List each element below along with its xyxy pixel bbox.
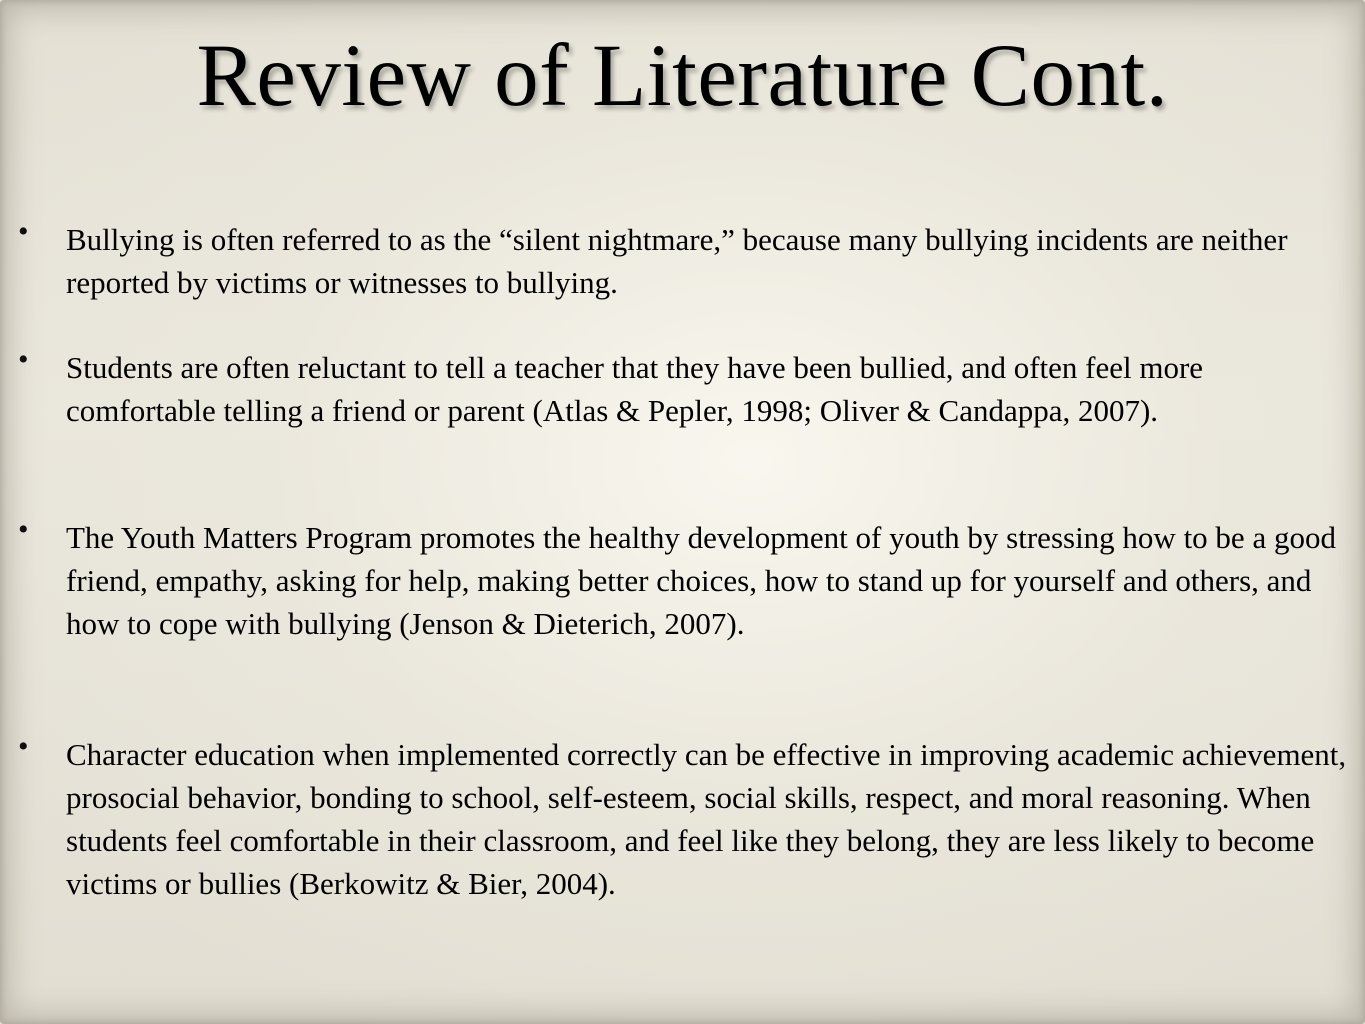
bullet-text: Bullying is often referred to as the “silent nightmare,” because many bullying incidents are neither reported by victims or witnesses to bullying. bbox=[66, 222, 1288, 300]
bullet-item bbox=[18, 215, 1358, 304]
bullet-text: Character education when implemented correctly can be effective in improving academic achievement, prosocial behavior, bonding to school, self-esteem, social skills, respect, and moral reasoning. When students feel comfortable in their classroom, and feel like they belong, they are less likely to become victims or bullies (Berkowitz & Bier, 2004). bbox=[66, 737, 1347, 901]
bullet-marker: • bbox=[18, 215, 29, 248]
bullet-text: The Youth Matters Program promotes the healthy development of youth by stressing how to be a good friend, empathy, asking for help, making better choices, how to stand up for yourself and others, and how to cope with bullying (Jenson & Dieterich, 2007). bbox=[66, 520, 1336, 641]
bullet-text: Students are often reluctant to tell a teacher that they have been bullied, and often feel more comfortable telling a friend or parent (Atlas & Pepler, 1998; Oliver & Candappa, 2007). bbox=[66, 350, 1204, 428]
bullet-item bbox=[18, 730, 1358, 905]
bullet-marker: • bbox=[18, 730, 29, 763]
bullet-marker: • bbox=[18, 343, 29, 376]
slide-title: Review of Literature Cont. bbox=[196, 27, 1169, 125]
bullet-marker: • bbox=[18, 513, 29, 546]
bullet-item bbox=[18, 513, 1358, 645]
bullet-item bbox=[18, 343, 1358, 432]
